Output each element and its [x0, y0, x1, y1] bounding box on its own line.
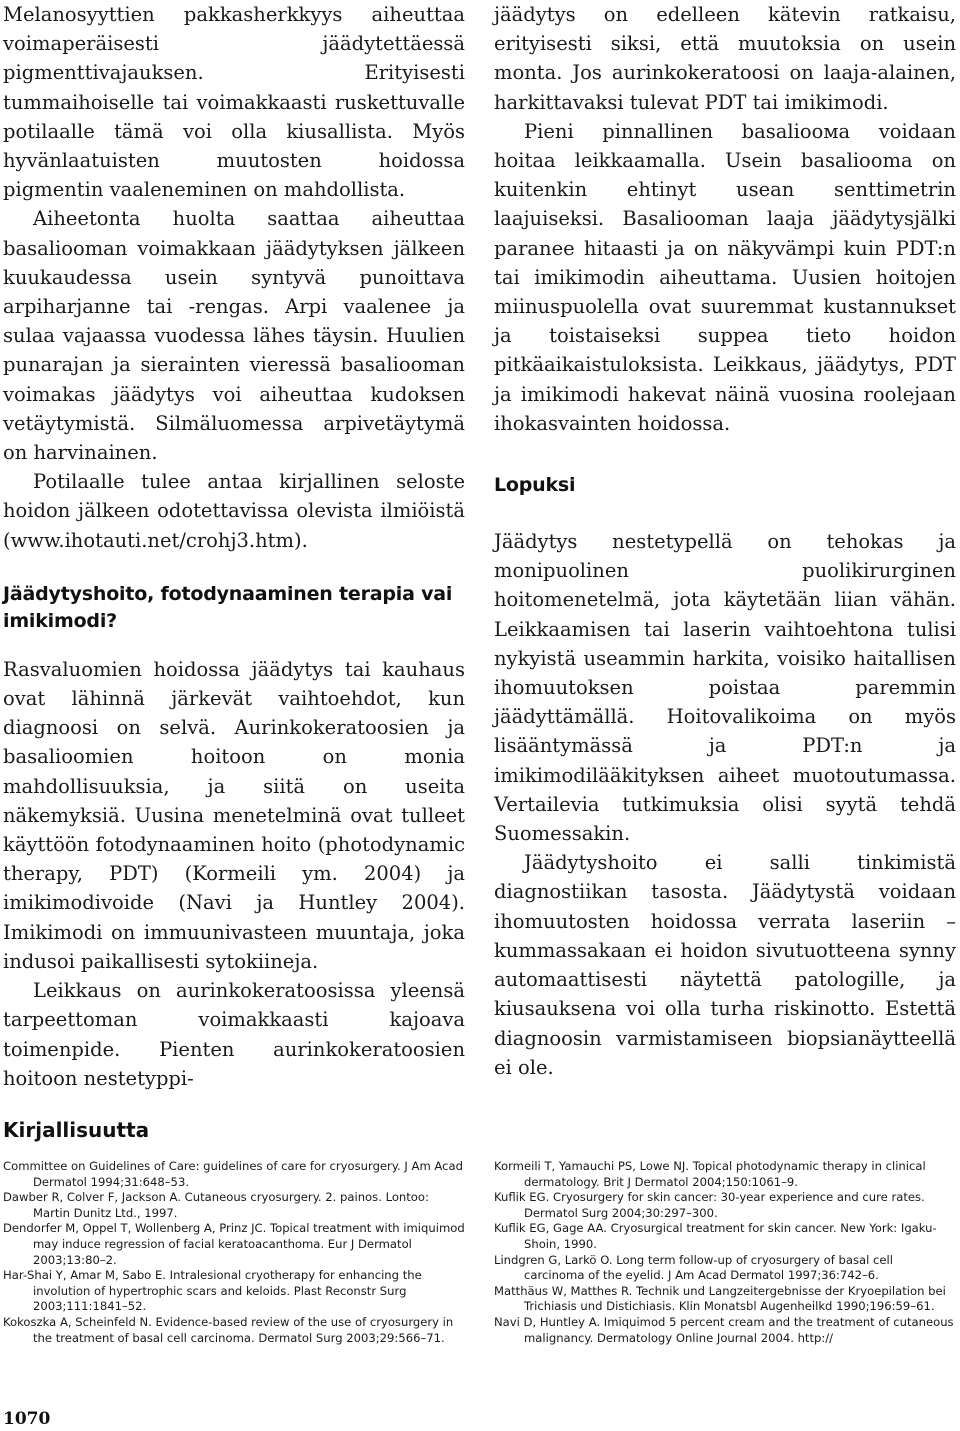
body-paragraph: jäädytys on edelleen kätevin ratkaisu, erityisesti siksi, että muutoksia on usein monta. Jos aurinkokeratoosi on laaja-alainen, harkittavaksi tulevat PDT tai imikimodi.	[494, 3, 956, 114]
reference-item: Dawber R, Colver F, Jackson A. Cutaneous cryosurgery. 2. painos. Lontoo: Martin Dunitz Ltd., 1997.	[3, 1190, 429, 1220]
reference-item: Lindgren G, Larkö O. Long term follow-up of cryosurgery of basal cell carcinoma of the eyelid. J Am Acad Dermatol 1997;36:742–6.	[494, 1252, 893, 1283]
page-number: 1070	[3, 1409, 51, 1429]
references-right-column	[494, 1159, 956, 1346]
reference-item: Kuflik EG, Gage AA. Cryosurgical treatment for skin cancer. New York: Igaku-Shoin, 1990.	[494, 1221, 937, 1251]
section-heading: Jäädytyshoito, fotodynaaminen terapia vai imikimodi?	[3, 582, 453, 632]
reference-item: Matthäus W, Matthes R. Technik und Langzeitergebnisse der Kryoepilation bei Trichiasis und Distichiasis. Klin Monatsbl Augenheilkd 1990;196:59–61.	[494, 1283, 946, 1314]
body-paragraph: Potilaalle tulee antaa kirjallinen seloste hoidon jälkeen odotettavissa olevista ilmiöistä (www.ihotauti.net/crohj3.htm).	[3, 470, 465, 552]
reference-item: Har-Shai Y, Amar M, Sabo E. Intralesional cryotherapy for enhancing the involution of hypertrophic scars and keloids. Plast Reconstr Surg 2003;111:1841–52.	[3, 1268, 422, 1314]
body-paragraph: Leikkaus on aurinkokeratoosissa yleensä tarpeettoman voimakkaasti kajoava toimenpide. Pienten aurinkokeratoosien hoitoon nestetyppi-	[3, 979, 465, 1090]
references-left-column	[3, 1159, 465, 1346]
reference-item: Committee on Guidelines of Care: guidelines of care for cryosurgery. J Am Acad Dermatol 1994;31:648–53.	[3, 1159, 463, 1189]
left-column	[3, 0, 465, 1093]
reference-item: Navi D, Huntley A. Imiquimod 5 percent cream and the treatment of cutaneous malignancy. Dermatology Online Journal 2004. http://	[494, 1314, 954, 1345]
body-paragraph: Jäädytyshoito ei salli tinkimistä diagnostiikan tasosta. Jäädytystä voidaan ihomuutosten hoidossa verrata laseriin – kummassakaan ei hoidon sivutuotteena synny automaattisesti näytettä patologille, ja kiusauksena voi olla turha riskinotto. Estettä diagnoosin varmistamiseen biopsianäytteellä ei ole.	[494, 851, 956, 1079]
body-paragraph: Jäädytys nestetypellä on tehokas ja monipuolinen puolikirurginen hoitomenetelmä, jota käytetään liian vähän. Leikkaamisen tai laserin vaihtoehtona tulisi nykyistä useammin harkita, voisiko haitallisen ihomuutoksen poistaa paremmin jäädyttämällä. Hoitovalikoima on myös lisääntymässä ja PDT:n ja imikimodilääkityksen aiheet muotoutumassa. Vertailevia tutkimuksia olisi syytä tehdä Suomessakin.	[494, 530, 956, 846]
references-title: Kirjallisuutta	[3, 1118, 150, 1142]
reference-item: Kuflik EG. Cryosurgery for skin cancer: 30-year experience and cure rates. Dermatol Surg 2004;30:297–300.	[494, 1190, 925, 1220]
right-column	[494, 0, 956, 1082]
body-paragraph: Melanosyyttien pakkasherkkyys aiheuttaa voimaperäisesti jäädytettäessä pigmenttivajauksen. Erityisesti tummaihoiselle tai voimakkaasti ruskettuvalle potilaalle tämä voi olla kiusallista. Myös hyvänlaatuisten muutosten hoidossa pigmentin vaaleneminen on mahdollista.	[3, 3, 465, 202]
body-paragraph: Pieni pinnallinen basalioома voidaan hoitaa leikkaamalla. Usein basaliooma on kuitenkin ehtinyt usean senttimetrin laajuiseksi. Basaliooman laaja jäädytysjälki paranee hitaasti ja on näkyvämpi kuin PDT:n tai imikimodin aiheuttama. Uusien hoitojen miinuspuolella ovat suuremmat kustannukset ja toistaiseksi suppea tieto hoidon pitkäaikaistuloksista. Leikkaus, jäädytys, PDT ja imikimodi hakevat näinä vuosina roolejaan ihokasvainten hoidossa.	[494, 119, 956, 435]
section-heading: Lopuksi	[494, 474, 576, 497]
reference-item: Kormeili T, Yamauchi PS, Lowe NJ. Topical photodynamic therapy in clinical dermatology. Brit J Dermatol 2004;150:1061–9.	[494, 1159, 926, 1189]
body-paragraph: Aiheetonta huolta saattaa aiheuttaa basaliooman voimakkaan jäädytyksen jälkeen kuukaudessa usein syntyvä punoittava arpiharjanne tai -rengas. Arpi vaalenee ja sulaa vajaassa vuodessa lähes täysin. Huulien punarajan ja sierainten vieressä basaliooman voimakas jäädytys voi aiheuttaa kudoksen vetäytymistä. Silmäluomessa arpivetäytymä on harvinainen.	[3, 207, 465, 465]
reference-item: Kokoszka A, Scheinfeld N. Evidence-based review of the use of cryosurgery in the treatment of basal cell carcinoma. Dermatol Surg 2003;29:566–71.	[3, 1314, 454, 1345]
reference-item: Dendorfer M, Oppel T, Wollenberg A, Prinz JC. Topical treatment with imiquimod may induce regression of facial keratoacanthoma. Eur J Dermatol 2003;13:80–2.	[3, 1221, 465, 1267]
body-paragraph: Rasvaluomien hoidossa jäädytys tai kauhaus ovat lähinnä järkevät vaihtoehdot, kun diagnoosi on selvä. Aurinkokeratoosien ja basalioomien hoitoon on monia mahdollisuuksia, ja siitä on useita näkemyksiä. Uusina menetelminä ovat tulleet käyttöön fotodynaaminen hoito (photodynamic therapy, PDT) (Kormeili ym. 2004) ja imikimodivoide (Navi ja Huntley 2004). Imikimodi on immuunivasteen muuntaja, joka indusoi paikallisesti sytokiineja.	[3, 657, 465, 973]
